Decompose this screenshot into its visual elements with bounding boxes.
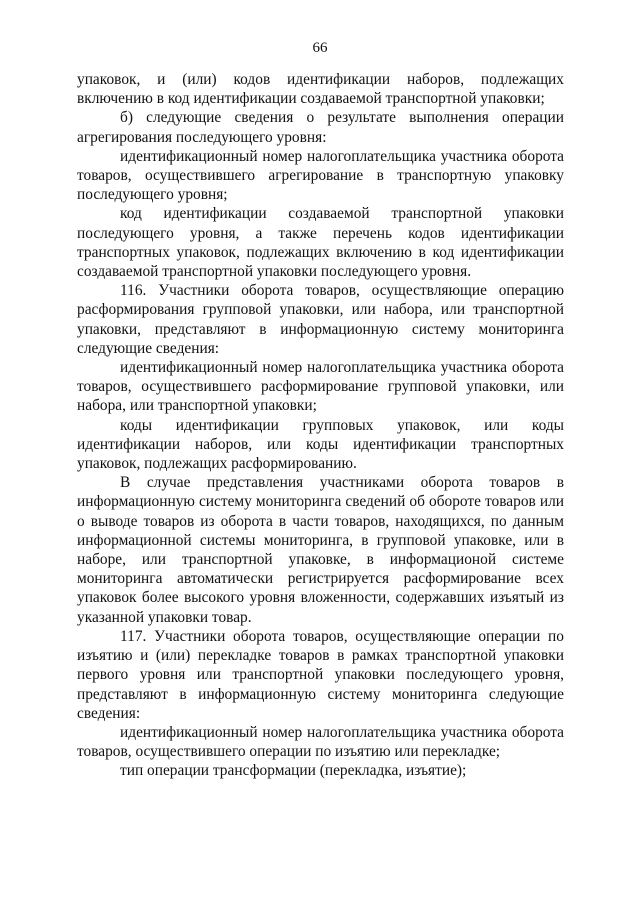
paragraph-item-b: б) следующие сведения о результате выполнения операции агрегирования последующего уровня: <box>77 109 564 146</box>
paragraph-clause-116: 116. Участники оборота товаров, осуществляющие операцию расформирования групповой упаковки, или набора, или транспортной упаковки, представляют в информационную систему мониторинга следующие сведения: <box>77 282 564 357</box>
paragraph-continuation: упаковок, и (или) кодов идентификации наборов, подлежащих включению в код идентификации создаваемой транспортной упаковки; <box>77 71 564 108</box>
paragraph-inn-transformation: идентификационный номер налогоплательщика участника оборота товаров, осуществившего операции по изъятию или перекладке; <box>77 723 564 761</box>
page-number: 66 <box>312 40 328 56</box>
paragraph-inn-aggregation: идентификационный номер налогоплательщика участника оборота товаров, осуществившего агрегирование в транспортную упаковку последующего уровня; <box>77 147 564 204</box>
paragraph-clause-117: 117. Участники оборота товаров, осуществляющие операции по изъятию и (или) перекладке товаров в рамках транспортной упаковки первого уровня или транспортной упаковки последующего уровня, представляют в информационную систему мониторинга следующие сведения: <box>77 627 564 722</box>
paragraph-codes-disaggregation: коды идентификации групповых упаковок, или коды идентификации наборов, или коды идентификации транспортных упаковок, подлежащих расформированию. <box>77 416 564 473</box>
paragraph-inn-disaggregation: идентификационный номер налогоплательщика участника оборота товаров, осуществившего расформирование групповой упаковки, или набора, или транспортной упаковки; <box>77 359 564 415</box>
paragraph-transformation-type: тип операции трансформации (перекладка, изъятие); <box>120 762 467 780</box>
document-body <box>77 70 564 781</box>
paragraph-automatic-disaggregation: В случае представления участниками оборота товаров в информационную систему мониторинга сведений об обороте товаров или о выводе товаров из оборота в части товаров, находящихся, по данным информационной системы мониторинга, в групповой упаковке, или в наборе, или транспортной упаковке, в информационой системе мониторинга автоматически регистрируется расформирование всех упаковок более высокого уровня вложенности, содержавших изъятый из указанной упаковки товар. <box>77 474 564 626</box>
paragraph-code-transport-package: код идентификации создаваемой транспортной упаковки последующего уровня, а также перечень кодов идентификации транспортных упаковок, подлежащих включению в код идентификации создаваемой транспортной упаковки последующего уровня. <box>77 205 564 281</box>
